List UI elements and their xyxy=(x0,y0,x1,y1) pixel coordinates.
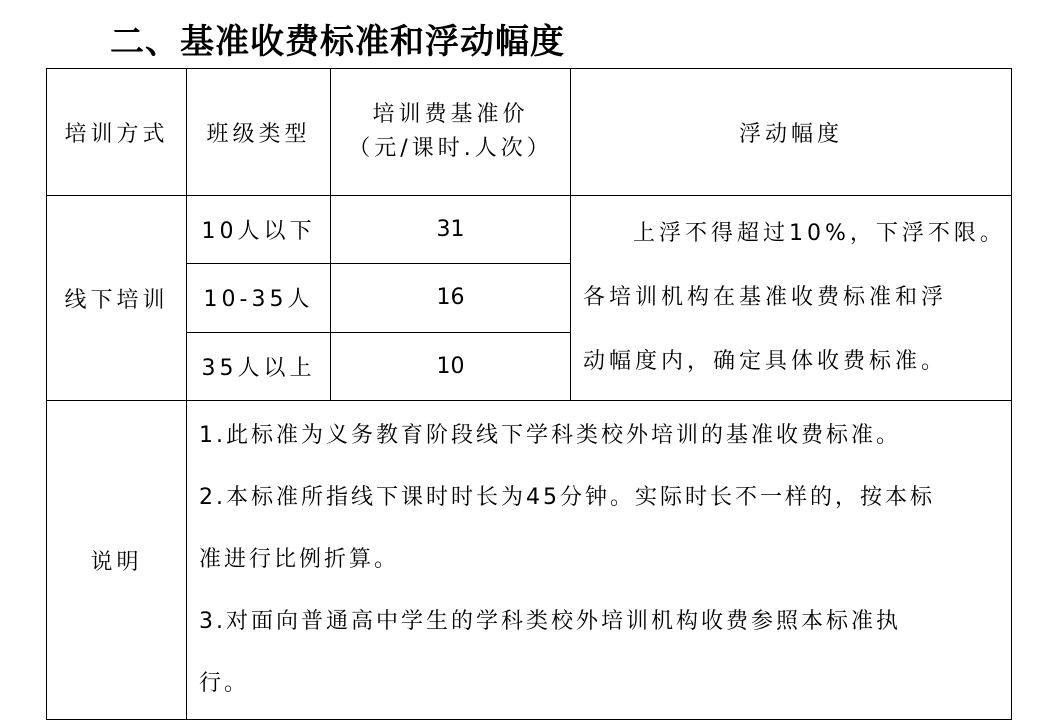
offline-training-cell: 线下培训 xyxy=(47,196,187,401)
class-type-cell: 10人以下 xyxy=(187,196,331,264)
section-heading: 二、基准收费标准和浮动幅度 xyxy=(110,22,565,62)
table-row xyxy=(47,196,1012,264)
note-item-3-cont: 行。 xyxy=(199,671,250,696)
fee-standard-table xyxy=(46,68,1012,720)
table-header-row xyxy=(47,69,1012,196)
notes-label-cell: 说明 xyxy=(47,401,187,720)
note-item-2: 2.本标准所指线下课时时长为45分钟。实际时长不一样的，按本标 xyxy=(199,485,935,510)
class-type-cell: 10-35人 xyxy=(187,264,331,332)
header-class-type: 班级类型 xyxy=(187,69,331,196)
notes-row xyxy=(47,401,1012,720)
float-text-line: 各培训机构在基准收费标准和浮 xyxy=(583,285,948,310)
header-base-price xyxy=(331,69,571,196)
header-base-price-line1: 培训费基准价 xyxy=(372,102,529,127)
float-range-cell xyxy=(571,196,1012,401)
header-training-method: 培训方式 xyxy=(47,69,187,196)
notes-content-cell xyxy=(187,401,1012,720)
price-cell: 16 xyxy=(331,264,571,332)
float-text-line: 上浮不得超过10%，下浮不限。 xyxy=(633,221,1006,246)
float-text-line: 动幅度内，确定具体收费标准。 xyxy=(583,349,948,374)
note-item-1: 1.此标准为义务教育阶段线下学科类校外培训的基准收费标准。 xyxy=(199,423,901,448)
header-float-range: 浮动幅度 xyxy=(571,69,1012,196)
class-type-cell: 35人以上 xyxy=(187,332,331,400)
price-cell: 10 xyxy=(331,332,571,400)
price-cell: 31 xyxy=(331,196,571,264)
note-item-2-cont: 准进行比例折算。 xyxy=(199,547,400,572)
header-base-price-line2: （元/课时.人次） xyxy=(348,136,553,161)
note-item-3: 3.对面向普通高中学生的学科类校外培训机构收费参照本标准执 xyxy=(199,609,901,634)
